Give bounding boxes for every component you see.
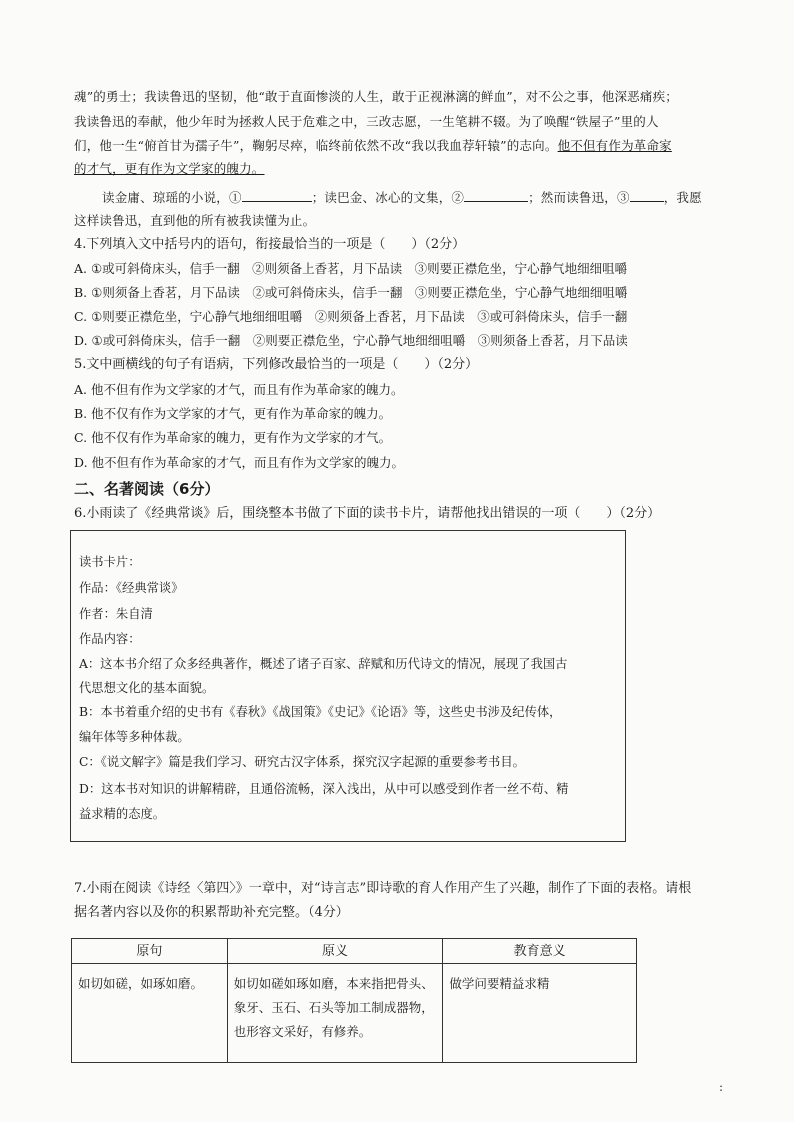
card-author: 作者：朱自清 [79, 607, 153, 621]
q7-stem-line-2: 据名著内容以及你的积累帮助补充完整。（4分） [74, 905, 349, 920]
underlined-sentence-part-1: 他不但有作为革命家 [557, 138, 672, 153]
passage-line-3-text: 们，他一生“俯首甘为孺子牛”，鞠躬尽瘁，临终前依然不改“我以我血荐轩辕”的志向。 [74, 138, 558, 153]
blank-1[interactable] [242, 187, 312, 202]
underlined-sentence-part-2: 的才气，更有作为文学家的魄力。 [74, 161, 265, 176]
card-work: 作品：《经典常谈》 [79, 581, 184, 595]
q5-option-c[interactable]: C. 他不仅有作为革命家的魄力，更有作为文学家的才气。 [74, 430, 392, 445]
blank-2-label: ；读巴金、冰心的文集，② [311, 190, 465, 205]
q5-stem: 5.文中画横线的句子有语病，下列修改最恰当的一项是（ ）（2分） [74, 357, 479, 372]
passage-line-1: 魂”的勇士；我读鲁迅的坚韧，他“敢于直面惨淡的人生，敢于正视淋漓的鲜血”，对不公之事，他深恶痛疾； [74, 89, 678, 104]
table-row [72, 964, 637, 1063]
cell-original-sentence: 如切如磋，如琢如磨。 [72, 964, 228, 1063]
passage-line-5 [102, 187, 702, 207]
header-educational-meaning: 教育意义 [443, 939, 637, 964]
header-original-meaning: 原义 [227, 939, 443, 964]
q4-option-c[interactable]: C. ①则要正襟危坐，宁心静气地细细咀嚼 ②则须备上香茗，月下品读 ③或可斜倚床头，信手一翻 [74, 309, 628, 324]
card-option-a-line-1[interactable]: A：这本书介绍了众多经典著作，概述了诸子百家、辞赋和历代诗文的情况，展现了我国古 [79, 657, 568, 671]
q6-stem: 6.小雨读了《经典常谈》后，围绕整本书做了下面的读书卡片，请帮他找出错误的一项（ ）（2分） [74, 506, 661, 521]
q5-option-b[interactable]: B. 他不仅有作为文学家的才气，更有作为革命家的魄力。 [74, 406, 392, 421]
cell-educational-meaning[interactable]: 做学问要精益求精 [443, 964, 637, 1063]
card-option-b-line-1[interactable]: B：本书着重介绍的史书有《春秋》《战国策》《史记》《论语》等，这些史书涉及纪传体， [79, 705, 562, 719]
q7-stem-line-1: 7.小雨在阅读《诗经〈第四〉》一章中，对“诗言志”即诗歌的育人作用产生了兴趣，制作了下面的表格。请根 [74, 881, 692, 896]
card-option-c[interactable]: C：《说文解字》篇是我们学习、研究古汉字体系，探究汉字起源的重要参考书目。 [79, 755, 525, 769]
passage-line-5-end: ，我愿 [663, 190, 702, 205]
q4-option-a[interactable]: A. ①或可斜倚床头，信手一翻 ②则须备上香茗，月下品读 ③则要正襟危坐，宁心静气地细细咀嚼 [74, 261, 628, 276]
card-heading: 读书卡片： [79, 555, 141, 569]
passage-line-2: 我读鲁迅的奉献，他少年时为拯救人民于危难之中，三改志愿，一生笔耕不辍。为了唤醒“铁屋子”里的人 [74, 114, 659, 129]
q4-option-d[interactable]: D. ①或可斜倚床头，信手一翻 ②则要正襟危坐，宁心静气地细细咀嚼 ③则须备上香茗，月下品读 [74, 333, 628, 348]
blank-3-label: ；然而读鲁迅，③ [528, 190, 630, 205]
section-title: 二、名著阅读（6分） [74, 480, 220, 498]
passage-line-3 [74, 137, 672, 155]
corner-mark: : [719, 1080, 724, 1094]
card-option-b-line-2: 编年体等多种体裁。 [79, 730, 190, 744]
card-option-a-line-2: 代思想文化的基本面貌。 [79, 681, 215, 695]
header-original-sentence: 原句 [72, 939, 228, 964]
passage-line-4 [74, 160, 265, 178]
card-content-label: 作品内容： [79, 632, 141, 646]
blank-2[interactable] [464, 187, 528, 202]
q4-stem: 4.下列填入文中括号内的语句，衔接最恰当的一项是（ ）（2分） [74, 237, 466, 252]
q7-table [71, 938, 637, 1063]
table-header-row [72, 939, 637, 964]
blank-1-label: 读金庸、琼瑶的小说，① [102, 190, 242, 205]
card-option-d-line-2: 益求精的态度。 [79, 807, 166, 821]
reading-card [70, 530, 626, 842]
blank-3[interactable] [630, 187, 664, 202]
card-option-d-line-1[interactable]: D：这本书对知识的讲解精辟，且通俗流畅，深入浅出，从中可以感受到作者一丝不苟、精 [79, 782, 569, 796]
q5-option-d[interactable]: D. 他不但有作为革命家的才气，而且有作为文学家的魄力。 [74, 455, 405, 470]
passage-line-6: 这样读鲁迅，直到他的所有被我读懂为止。 [74, 213, 316, 228]
q5-option-a[interactable]: A. 他不但有作为文学家的才气，而且有作为革命家的魄力。 [74, 382, 404, 397]
q4-option-b[interactable]: B. ①则须备上香茗，月下品读 ②或可斜倚床头，信手一翻 ③则要正襟危坐，宁心静气地细细咀嚼 [74, 285, 628, 300]
cell-original-meaning: 如切如磋如琢如磨，本来指把骨头、象牙、玉石、石头等加工制成器物，也形容文采好，有修养。 [227, 964, 443, 1063]
